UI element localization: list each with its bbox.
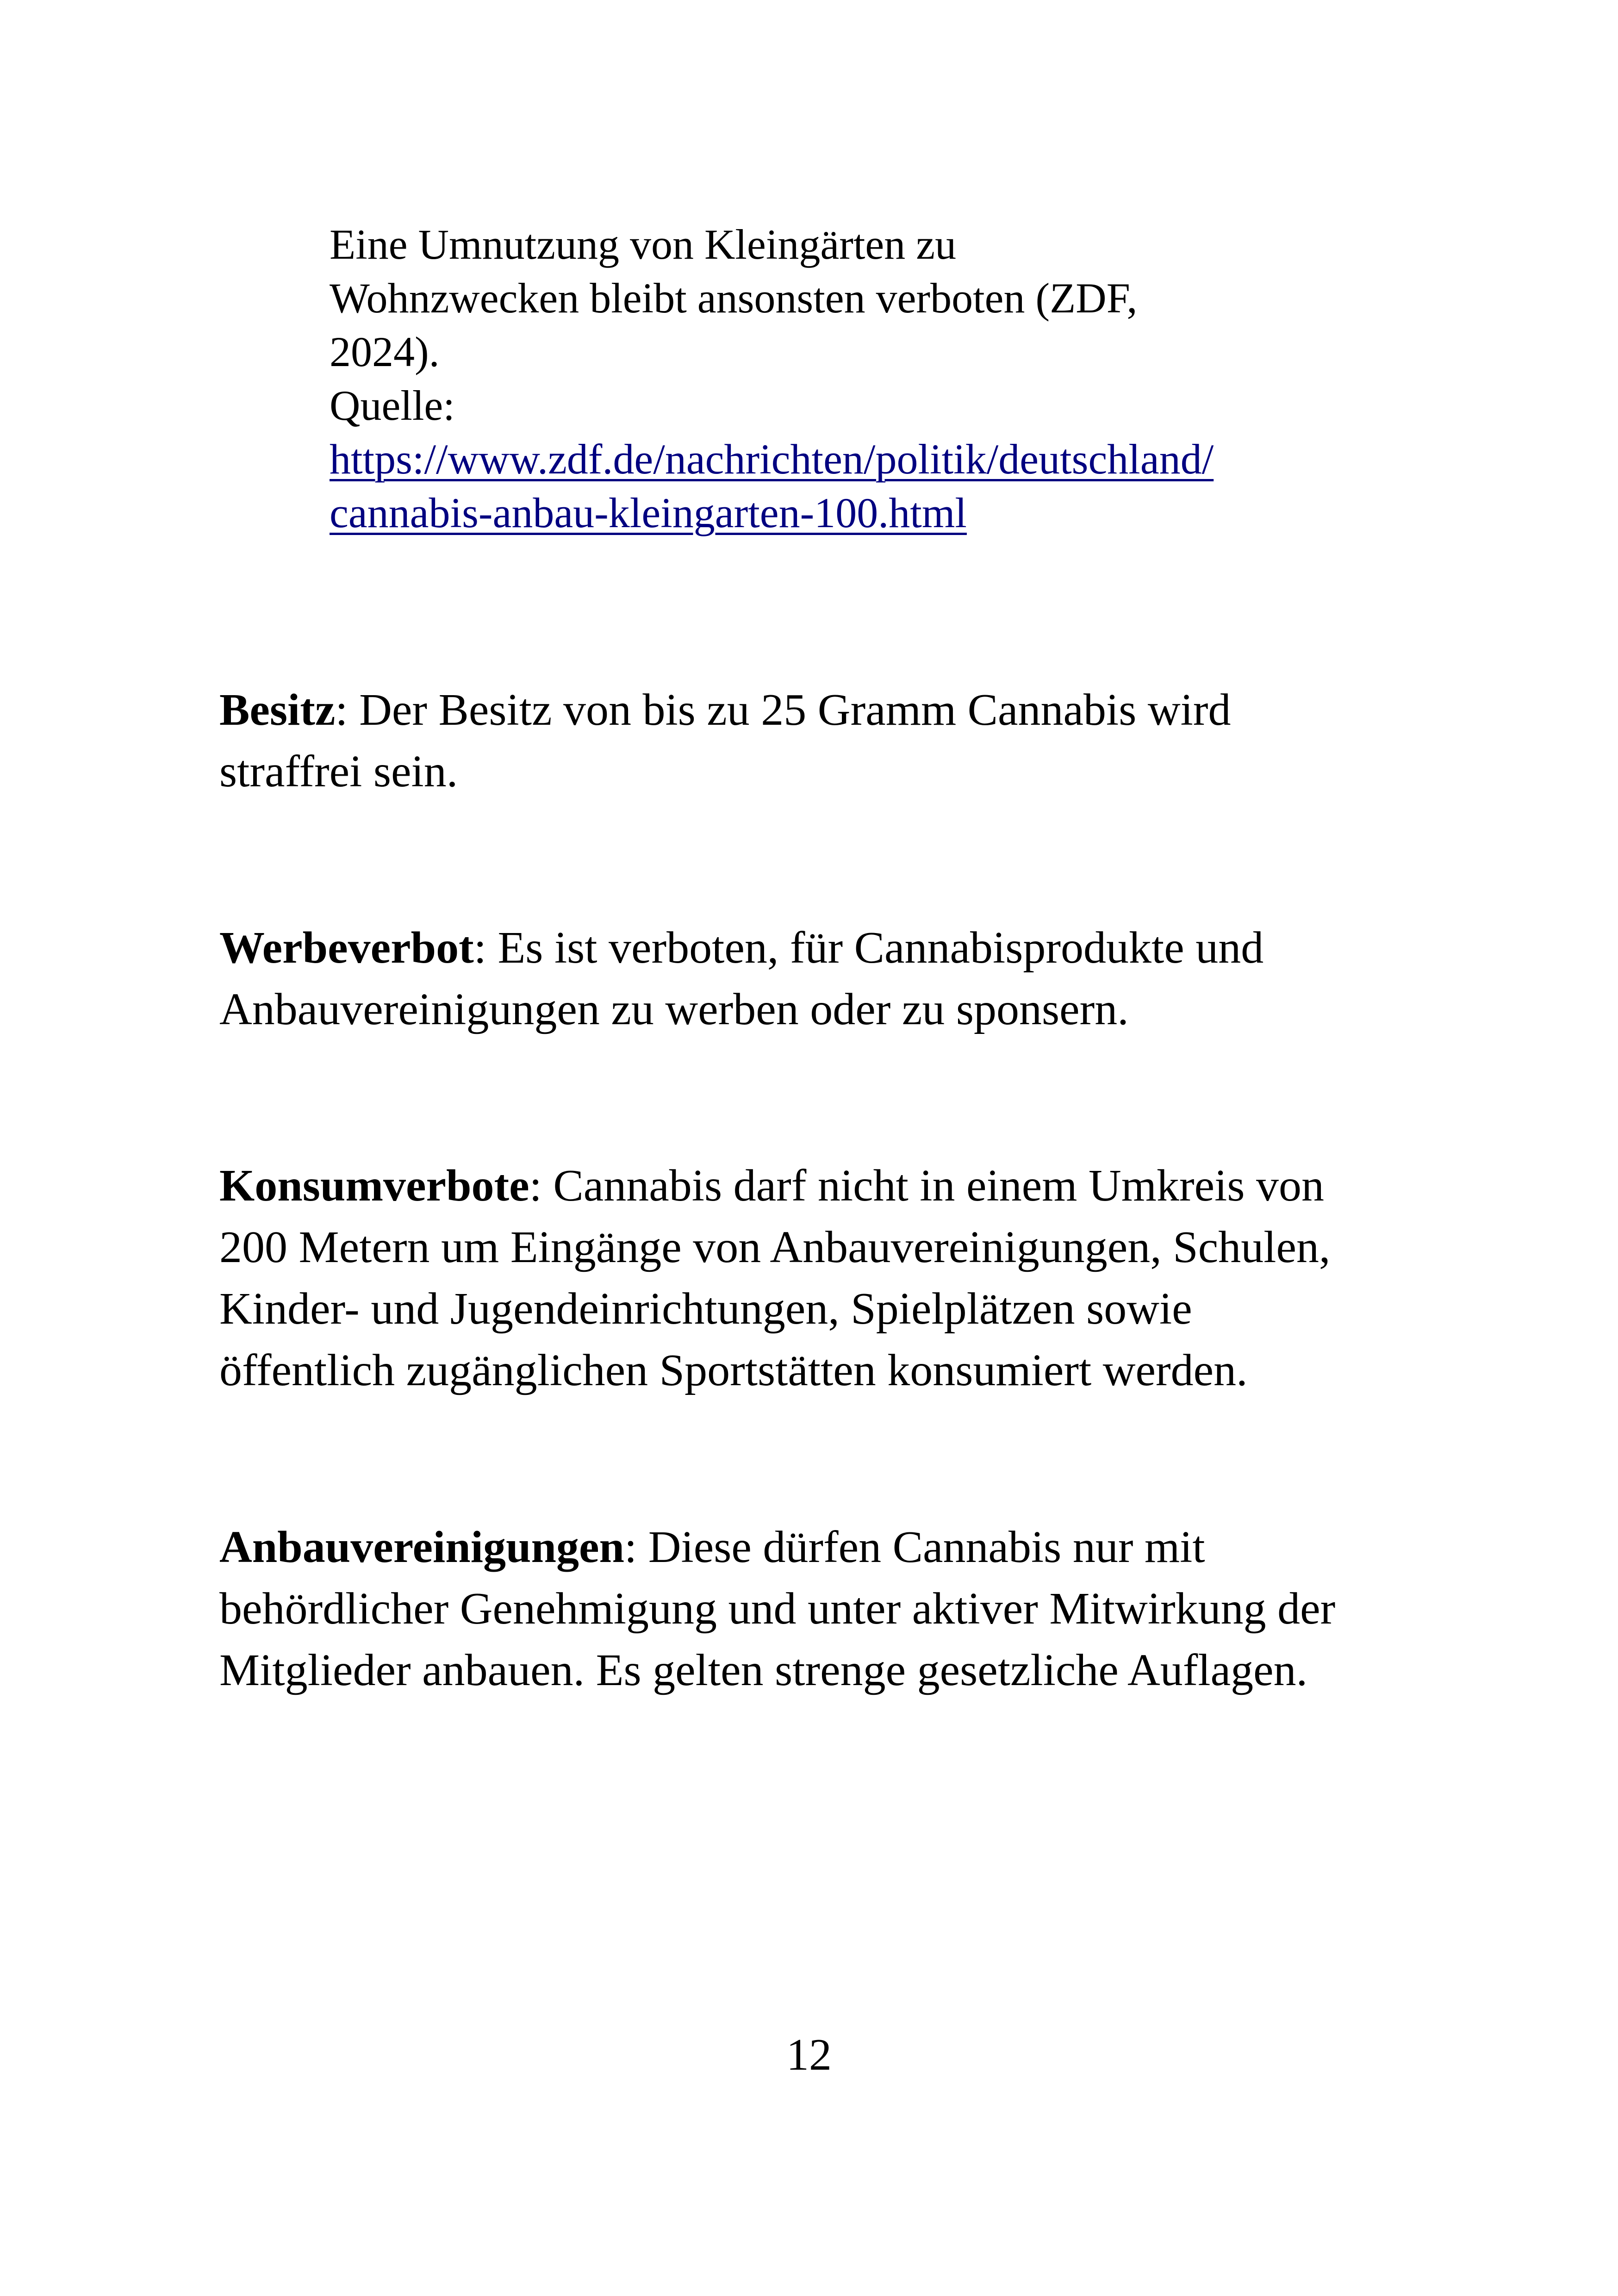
page-number: 12 [786,2030,832,2080]
entry-text: Mitglieder anbauen. Es gelten strenge gesetzliche Auflagen. [219,1645,1308,1695]
quote-line-3: 2024). [330,328,440,375]
entry-text: : Cannabis darf nicht in einem Umkreis von [529,1161,1324,1211]
entry-text: Kinder- und Jugendeinrichtungen, Spielplätzen sowie [219,1284,1192,1334]
source-label: Quelle: [330,382,455,429]
quote-text [330,218,1348,432]
quote-block [330,218,1348,540]
entry-term: Werbeverbot [219,923,474,973]
entry-term: Besitz [219,685,336,735]
entry-text: : Diese dürfen Cannabis nur mit [624,1522,1205,1572]
source-link-line-1: https://www.zdf.de/nachrichten/politik/deutschland/ [330,436,1214,483]
entry-text: öffentlich zugänglichen Sportstätten konsumiert werden. [219,1345,1248,1395]
entry-anbauvereinigungen [219,1517,1423,1701]
entry-term: Anbauvereinigungen [219,1522,624,1572]
source-link-line-2: cannabis-anbau-kleingarten-100.html [330,489,967,536]
entry-text: : Der Besitz von bis zu 25 Gramm Cannabis wird [335,685,1231,735]
entry-werbeverbot [219,917,1423,1040]
entry-text: Anbauvereinigungen zu werben oder zu sponsern. [219,984,1129,1034]
entry-text: : Es ist verboten, für Cannabisprodukte und [473,923,1264,973]
entry-besitz [219,679,1423,803]
entry-konsumverbote [219,1155,1423,1401]
quote-line-1: Eine Umnutzung von Kleingärten zu [330,221,957,268]
quote-line-2: Wohnzwecken bleibt ansonsten verboten (ZDF, [330,274,1138,322]
entry-term: Konsumverbote [219,1161,529,1211]
entry-text: behördlicher Genehmigung und unter aktiver Mitwirkung der [219,1584,1336,1634]
entry-text: 200 Metern um Eingänge von Anbauvereinigungen, Schulen, [219,1222,1331,1272]
source-link[interactable] [330,432,1348,540]
entry-text: straffrei sein. [219,747,458,796]
